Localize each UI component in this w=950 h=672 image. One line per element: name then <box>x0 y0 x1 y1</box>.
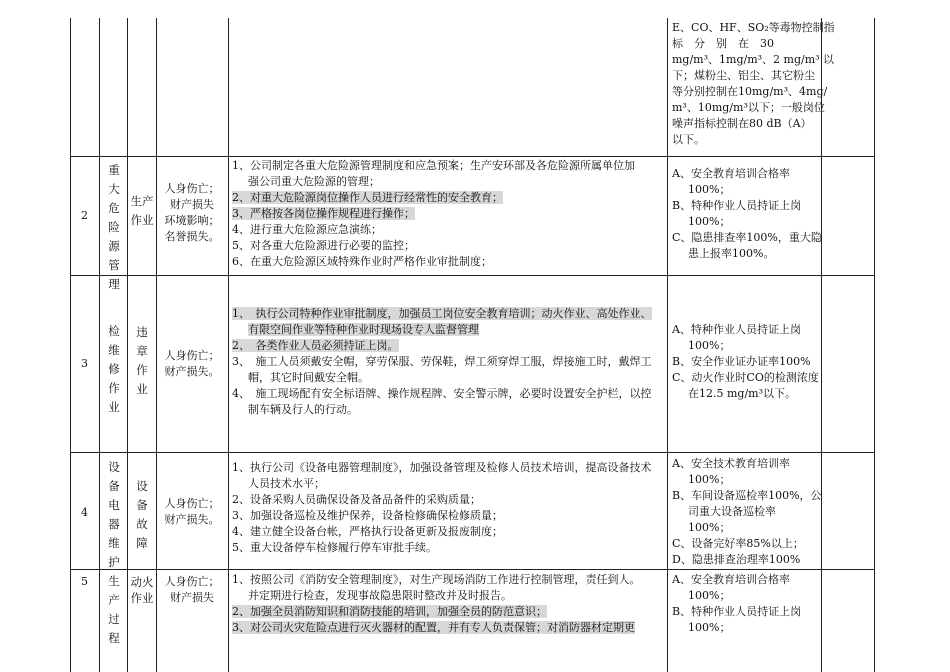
target-line: 下；煤粉尘、铝尘、其它粉尘 <box>672 69 815 82</box>
targets: A、安全技术教育培训率 100%； B、车间设备巡检率100%，公 司重大设备巡检率 100%； C、设备完好率85%以上； D、隐患排查治理率100% <box>672 457 822 566</box>
targets: A、安全教育培训合格率 100%； B、特种作业人员持证上岗 100%； <box>672 573 802 634</box>
risk-factor: 生产作业 <box>130 194 154 227</box>
control-measures: 1、按照公司《消防安全管理制度》，对生产现场消防工作进行控制管理，责任到人。 并定期进行检查，发现事故隐患限时整改并及时报告。 2、加强全员消防知识和消防技能的培训，加强全员的防范意识； 3、对公司火灾危险点进行灭火器材的配置，并有专人负责保管；对消防器材定期更 <box>232 573 641 634</box>
target-line: 噪声指标控制在80 dB（A） <box>672 117 812 130</box>
safety-risk-table <box>70 18 875 672</box>
risk-factor: 动火作业 <box>130 575 154 605</box>
hazard-item: 生产过程 <box>108 574 120 645</box>
target-line: mg/m³、1mg/m³、2 mg/m³ 以 <box>672 53 835 66</box>
hazard-item: 设备电器维护 <box>108 460 120 569</box>
risk-factor: 设备故障 <box>136 479 148 550</box>
targets: A、安全教育培训合格率 100%； B、特种作业人员持证上岗 100%； C、隐患排查率100%，重大隐 患上报率100%。 <box>672 167 822 260</box>
target-line: 标 分 别 在 30 <box>672 37 774 50</box>
consequences: 人身伤亡； 财产损失。 <box>164 349 220 378</box>
control-measures: 1、 执行公司特种作业审批制度，加强员工岗位安全教育培训；动火作业、高处作业、 有限空间作业等特种作业时现场设专人监督管理 2、 各类作业人员必须持证上岗。 3、 施工人员须戴安全帽，穿劳保服、劳保鞋，焊工须穿焊工服，焊接施工时，戴焊工 帽，其它时间戴安全帽。 4、 施工现场配有安全标语牌、操作规程牌、安全警示牌，必要时设置安全护栏，以控 制车辆及行人的行动。 <box>232 307 652 416</box>
target-line: 等分别控制在10mg/m³、4mg/ <box>672 85 828 98</box>
hazard-item: 重大危险源管理 <box>108 163 120 291</box>
row-number: 2 <box>81 209 88 222</box>
risk-factor: 违章作业 <box>136 325 148 396</box>
consequences: 人身伤亡； 财产损失。 <box>164 497 220 526</box>
control-measures: 1、公司制定各重大危险源管理制度和应急预案；生产安环部及各危险源所属单位加 强公司重大危险源的管理； 2、对重大危险源岗位操作人员进行经常性的安全教育； 3、严格按各岗位操作规程进行操作； 4、进行重大危险源应急演练； 5、对各重大危险源进行必要的监控； 6、在重大危险源区域特殊作业时严格作业审批制度； <box>232 159 635 268</box>
target-line: m³、10mg/m³以下；一般岗位 <box>672 101 825 114</box>
consequences: 人身伤亡； 财产损失 环境影响； 名誉损失。 <box>164 182 220 243</box>
target-line: E、CO、HF、SO₂等毒物控制指 <box>672 21 835 34</box>
consequences: 人身伤亡； 财产损失 <box>164 575 220 604</box>
hazard-item: 检维修作业 <box>108 324 120 414</box>
control-measures: 1、执行公司《设备电器管理制度》，加强设备管理及检修人员技术培训，提高设备技术 人员技术水平； 2、设备采购人员确保设备及备品备件的采购质量； 3、加强设备巡检及维护保养，设备检修确保检修质量； 4、建立健全设备台帐，严格执行设备更新及报废制度； 5、重大设备停车检修履行停车审批手续。 <box>232 461 652 554</box>
row-number: 5 <box>81 575 88 588</box>
target-line: 以下。 <box>672 133 705 146</box>
targets: A、特种作业人员持证上岗 100%； B、安全作业证办证率100% C、动火作业时CO的检测浓度 在12.5 mg/m³以下。 <box>672 323 819 400</box>
top-row-targets <box>672 20 835 148</box>
row-number: 3 <box>81 357 88 370</box>
row-number: 4 <box>81 506 88 519</box>
